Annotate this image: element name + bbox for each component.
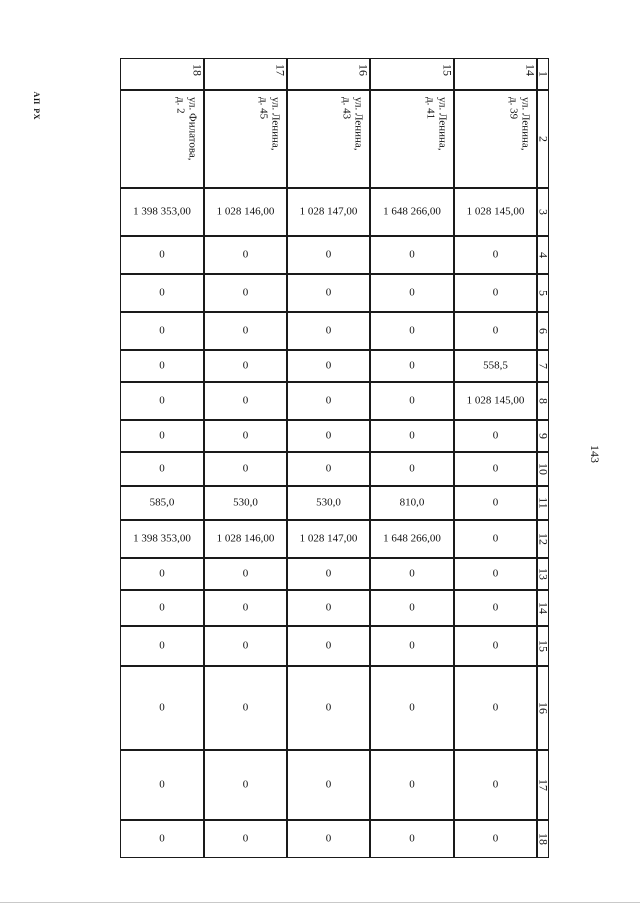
- cell-value: 0: [492, 832, 499, 845]
- value-cell: [370, 750, 454, 820]
- value-cell: [370, 420, 454, 452]
- column-number-cell: [537, 590, 549, 626]
- cell-value: 0: [159, 324, 165, 337]
- value-cell: [204, 820, 287, 858]
- row-number: 14: [523, 64, 538, 76]
- value-cell: [454, 590, 537, 626]
- cell-value: 0: [242, 567, 249, 580]
- value-cell: [120, 312, 204, 350]
- value-cell: [454, 558, 537, 590]
- value-cell: [204, 590, 287, 626]
- cell-value: 0: [242, 601, 249, 614]
- address-cell: [120, 90, 204, 188]
- value-cell: [287, 626, 370, 666]
- cell-value: 0: [325, 778, 332, 791]
- value-cell: [370, 666, 454, 750]
- value-cell: [120, 750, 204, 820]
- address-cell: [287, 90, 370, 188]
- row-number-cell: [370, 58, 454, 90]
- value-cell: [287, 520, 370, 558]
- value-cell: [454, 382, 537, 420]
- cell-value: 0: [492, 567, 499, 580]
- cell-value: 0: [492, 429, 499, 442]
- cell-value: 530,0: [233, 496, 258, 509]
- cell-value: 0: [409, 248, 415, 261]
- cell-value: 1 028 146,00: [216, 532, 275, 545]
- cell-value: 0: [492, 778, 499, 791]
- value-cell: [454, 312, 537, 350]
- address-cell: [204, 90, 287, 188]
- address-text: ул. Ленина, д. 41: [425, 97, 449, 151]
- value-cell: [454, 820, 537, 858]
- value-cell: [287, 350, 370, 382]
- cell-value: 0: [325, 639, 332, 652]
- column-number-cell: [537, 486, 549, 520]
- cell-value: 1 028 147,00: [299, 532, 358, 545]
- column-number-cell: [537, 666, 549, 750]
- column-number: 13: [536, 568, 551, 580]
- value-cell: [204, 382, 287, 420]
- cell-value: 0: [409, 701, 415, 714]
- column-number-cell: [537, 350, 549, 382]
- cell-value: 0: [492, 532, 499, 545]
- value-cell: [204, 520, 287, 558]
- cell-value: 810,0: [399, 496, 425, 509]
- cell-value: 1 648 266,00: [383, 532, 441, 545]
- value-cell: [120, 452, 204, 486]
- column-number-cell: [537, 420, 549, 452]
- column-number: 16: [536, 702, 551, 714]
- value-cell: [370, 188, 454, 236]
- cell-value: 0: [492, 496, 499, 509]
- column-number: 6: [536, 328, 551, 334]
- column-number: 2: [536, 136, 551, 142]
- cell-value: 0: [325, 429, 332, 442]
- value-cell: [370, 236, 454, 274]
- cell-value: 0: [159, 394, 165, 407]
- cell-value: 0: [159, 429, 165, 442]
- value-cell: [120, 558, 204, 590]
- cell-value: 0: [242, 462, 249, 475]
- column-number-cell: [537, 236, 549, 274]
- value-cell: [370, 590, 454, 626]
- value-cell: [287, 452, 370, 486]
- value-cell: [454, 274, 537, 312]
- cell-value: 0: [242, 832, 249, 845]
- cell-value: 0: [325, 394, 332, 407]
- cell-value: 0: [409, 462, 415, 475]
- value-cell: [120, 666, 204, 750]
- value-cell: [120, 274, 204, 312]
- cell-value: 1 398 353,00: [133, 205, 191, 218]
- cell-value: 0: [159, 567, 165, 580]
- archive-stamp: АП РХ: [32, 91, 41, 121]
- cell-value: 0: [409, 639, 415, 652]
- cell-value: 0: [409, 567, 415, 580]
- cell-value: 0: [409, 359, 415, 372]
- value-cell: [454, 420, 537, 452]
- column-number-cell: [537, 382, 549, 420]
- cell-value: 558,5: [483, 359, 508, 372]
- value-cell: [370, 452, 454, 486]
- cell-value: 0: [325, 248, 332, 261]
- column-number: 11: [536, 497, 551, 509]
- cell-value: 0: [409, 778, 415, 791]
- cell-value: 0: [159, 462, 165, 475]
- value-cell: [204, 626, 287, 666]
- value-cell: [120, 236, 204, 274]
- cell-value: 0: [325, 324, 332, 337]
- column-number-cell: [537, 90, 549, 188]
- value-cell: [120, 420, 204, 452]
- value-cell: [204, 274, 287, 312]
- cell-value: 0: [325, 701, 332, 714]
- value-cell: [454, 236, 537, 274]
- column-number: 5: [536, 290, 551, 296]
- column-number: 4: [536, 252, 551, 258]
- cell-value: 0: [492, 601, 499, 614]
- value-cell: [120, 486, 204, 520]
- value-cell: [454, 666, 537, 750]
- value-cell: [120, 520, 204, 558]
- cell-value: 0: [409, 601, 415, 614]
- column-number: 9: [536, 433, 551, 439]
- value-cell: [370, 486, 454, 520]
- page-bottom-rule: [0, 902, 640, 903]
- cell-value: 0: [159, 248, 165, 261]
- value-cell: [370, 558, 454, 590]
- column-number-cell: [537, 520, 549, 558]
- cell-value: 1 648 266,00: [383, 205, 441, 218]
- value-cell: [120, 820, 204, 858]
- cell-value: 0: [325, 832, 332, 845]
- cell-value: 0: [242, 778, 249, 791]
- value-cell: [370, 312, 454, 350]
- value-cell: [370, 520, 454, 558]
- address-cell: [454, 90, 537, 188]
- value-cell: [454, 452, 537, 486]
- column-number-cell: [537, 558, 549, 590]
- cell-value: 0: [409, 429, 415, 442]
- value-cell: [287, 486, 370, 520]
- value-cell: [120, 350, 204, 382]
- value-cell: [287, 188, 370, 236]
- address-text: ул. Ленина, д. 39: [508, 97, 532, 151]
- row-number: 18: [190, 64, 205, 76]
- value-cell: [120, 590, 204, 626]
- row-number-cell: [204, 58, 287, 90]
- cell-value: 0: [325, 286, 332, 299]
- column-number: 10: [536, 463, 551, 475]
- value-cell: [204, 452, 287, 486]
- cell-value: 530,0: [316, 496, 341, 509]
- cell-value: 1 398 353,00: [133, 532, 191, 545]
- column-number: 7: [536, 363, 551, 369]
- value-cell: [204, 350, 287, 382]
- cell-value: 0: [159, 832, 165, 845]
- column-number-cell: [537, 820, 549, 858]
- value-cell: [370, 274, 454, 312]
- value-cell: [287, 820, 370, 858]
- address-text: ул. Ленина, д. 43: [341, 97, 365, 151]
- address-text: ул. Ленина, д. 45: [258, 97, 282, 151]
- row-number: 17: [273, 64, 288, 76]
- value-cell: [204, 188, 287, 236]
- column-number-cell: [537, 274, 549, 312]
- column-number: 8: [536, 398, 551, 404]
- column-number-cell: [537, 188, 549, 236]
- value-cell: [370, 626, 454, 666]
- value-cell: [454, 486, 537, 520]
- column-number: 17: [536, 779, 551, 791]
- column-number: 3: [536, 209, 551, 215]
- value-cell: [204, 486, 287, 520]
- value-cell: [204, 236, 287, 274]
- value-cell: [370, 820, 454, 858]
- cell-value: 0: [242, 248, 249, 261]
- row-number: 15: [440, 64, 455, 76]
- value-cell: [287, 590, 370, 626]
- row-number-cell: [120, 58, 204, 90]
- cell-value: 1 028 147,00: [299, 205, 358, 218]
- column-number: 12: [536, 533, 551, 545]
- cell-value: 0: [159, 639, 165, 652]
- row-number-cell: [287, 58, 370, 90]
- cell-value: 1 028 145,00: [466, 394, 525, 407]
- value-cell: [287, 274, 370, 312]
- cell-value: 0: [492, 324, 499, 337]
- cell-value: 0: [242, 701, 249, 714]
- address-text: ул. Филатова, д. 2: [175, 97, 199, 161]
- cell-value: 1 028 145,00: [466, 205, 525, 218]
- column-number-cell: [537, 312, 549, 350]
- cell-value: 0: [492, 462, 499, 475]
- cell-value: 0: [325, 567, 332, 580]
- cell-value: 0: [409, 324, 415, 337]
- column-number-cell: [537, 750, 549, 820]
- cell-value: 585,0: [149, 496, 175, 509]
- cell-value: 0: [242, 359, 249, 372]
- cell-value: 0: [409, 286, 415, 299]
- value-cell: [287, 558, 370, 590]
- cell-value: 0: [159, 778, 165, 791]
- cell-value: 0: [159, 601, 165, 614]
- cell-value: 0: [409, 394, 415, 407]
- cell-value: 0: [492, 701, 499, 714]
- address-cell: [370, 90, 454, 188]
- cell-value: 0: [242, 286, 249, 299]
- cell-value: 0: [492, 639, 499, 652]
- value-cell: [370, 350, 454, 382]
- column-number: 1: [536, 71, 551, 77]
- column-number-cell: [537, 452, 549, 486]
- value-cell: [204, 312, 287, 350]
- value-cell: [287, 666, 370, 750]
- value-cell: [287, 382, 370, 420]
- cell-value: 0: [242, 429, 249, 442]
- value-cell: [120, 382, 204, 420]
- value-cell: [287, 420, 370, 452]
- column-number-cell: [537, 58, 549, 90]
- cell-value: 1 028 146,00: [216, 205, 275, 218]
- cell-value: 0: [159, 701, 165, 714]
- value-cell: [120, 188, 204, 236]
- value-cell: [454, 520, 537, 558]
- value-cell: [204, 420, 287, 452]
- cell-value: 0: [325, 359, 332, 372]
- column-number: 18: [536, 833, 551, 845]
- value-cell: [287, 312, 370, 350]
- cell-value: 0: [409, 832, 415, 845]
- value-cell: [287, 750, 370, 820]
- column-number: 14: [536, 602, 551, 614]
- cell-value: 0: [242, 394, 249, 407]
- page-number: 143: [588, 445, 602, 463]
- value-cell: [120, 626, 204, 666]
- value-cell: [454, 188, 537, 236]
- cell-value: 0: [242, 639, 249, 652]
- value-cell: [454, 626, 537, 666]
- cell-value: 0: [159, 359, 165, 372]
- value-cell: [204, 666, 287, 750]
- row-number: 16: [356, 64, 371, 76]
- value-cell: [454, 750, 537, 820]
- column-number-cell: [537, 626, 549, 666]
- column-number: 15: [536, 640, 551, 652]
- row-number-cell: [454, 58, 537, 90]
- cell-value: 0: [242, 324, 249, 337]
- value-cell: [370, 382, 454, 420]
- cell-value: 0: [325, 462, 332, 475]
- cell-value: 0: [159, 286, 165, 299]
- cell-value: 0: [492, 248, 499, 261]
- value-cell: [287, 236, 370, 274]
- value-cell: [204, 750, 287, 820]
- cell-value: 0: [492, 286, 499, 299]
- value-cell: [204, 558, 287, 590]
- value-cell: [454, 350, 537, 382]
- cell-value: 0: [325, 601, 332, 614]
